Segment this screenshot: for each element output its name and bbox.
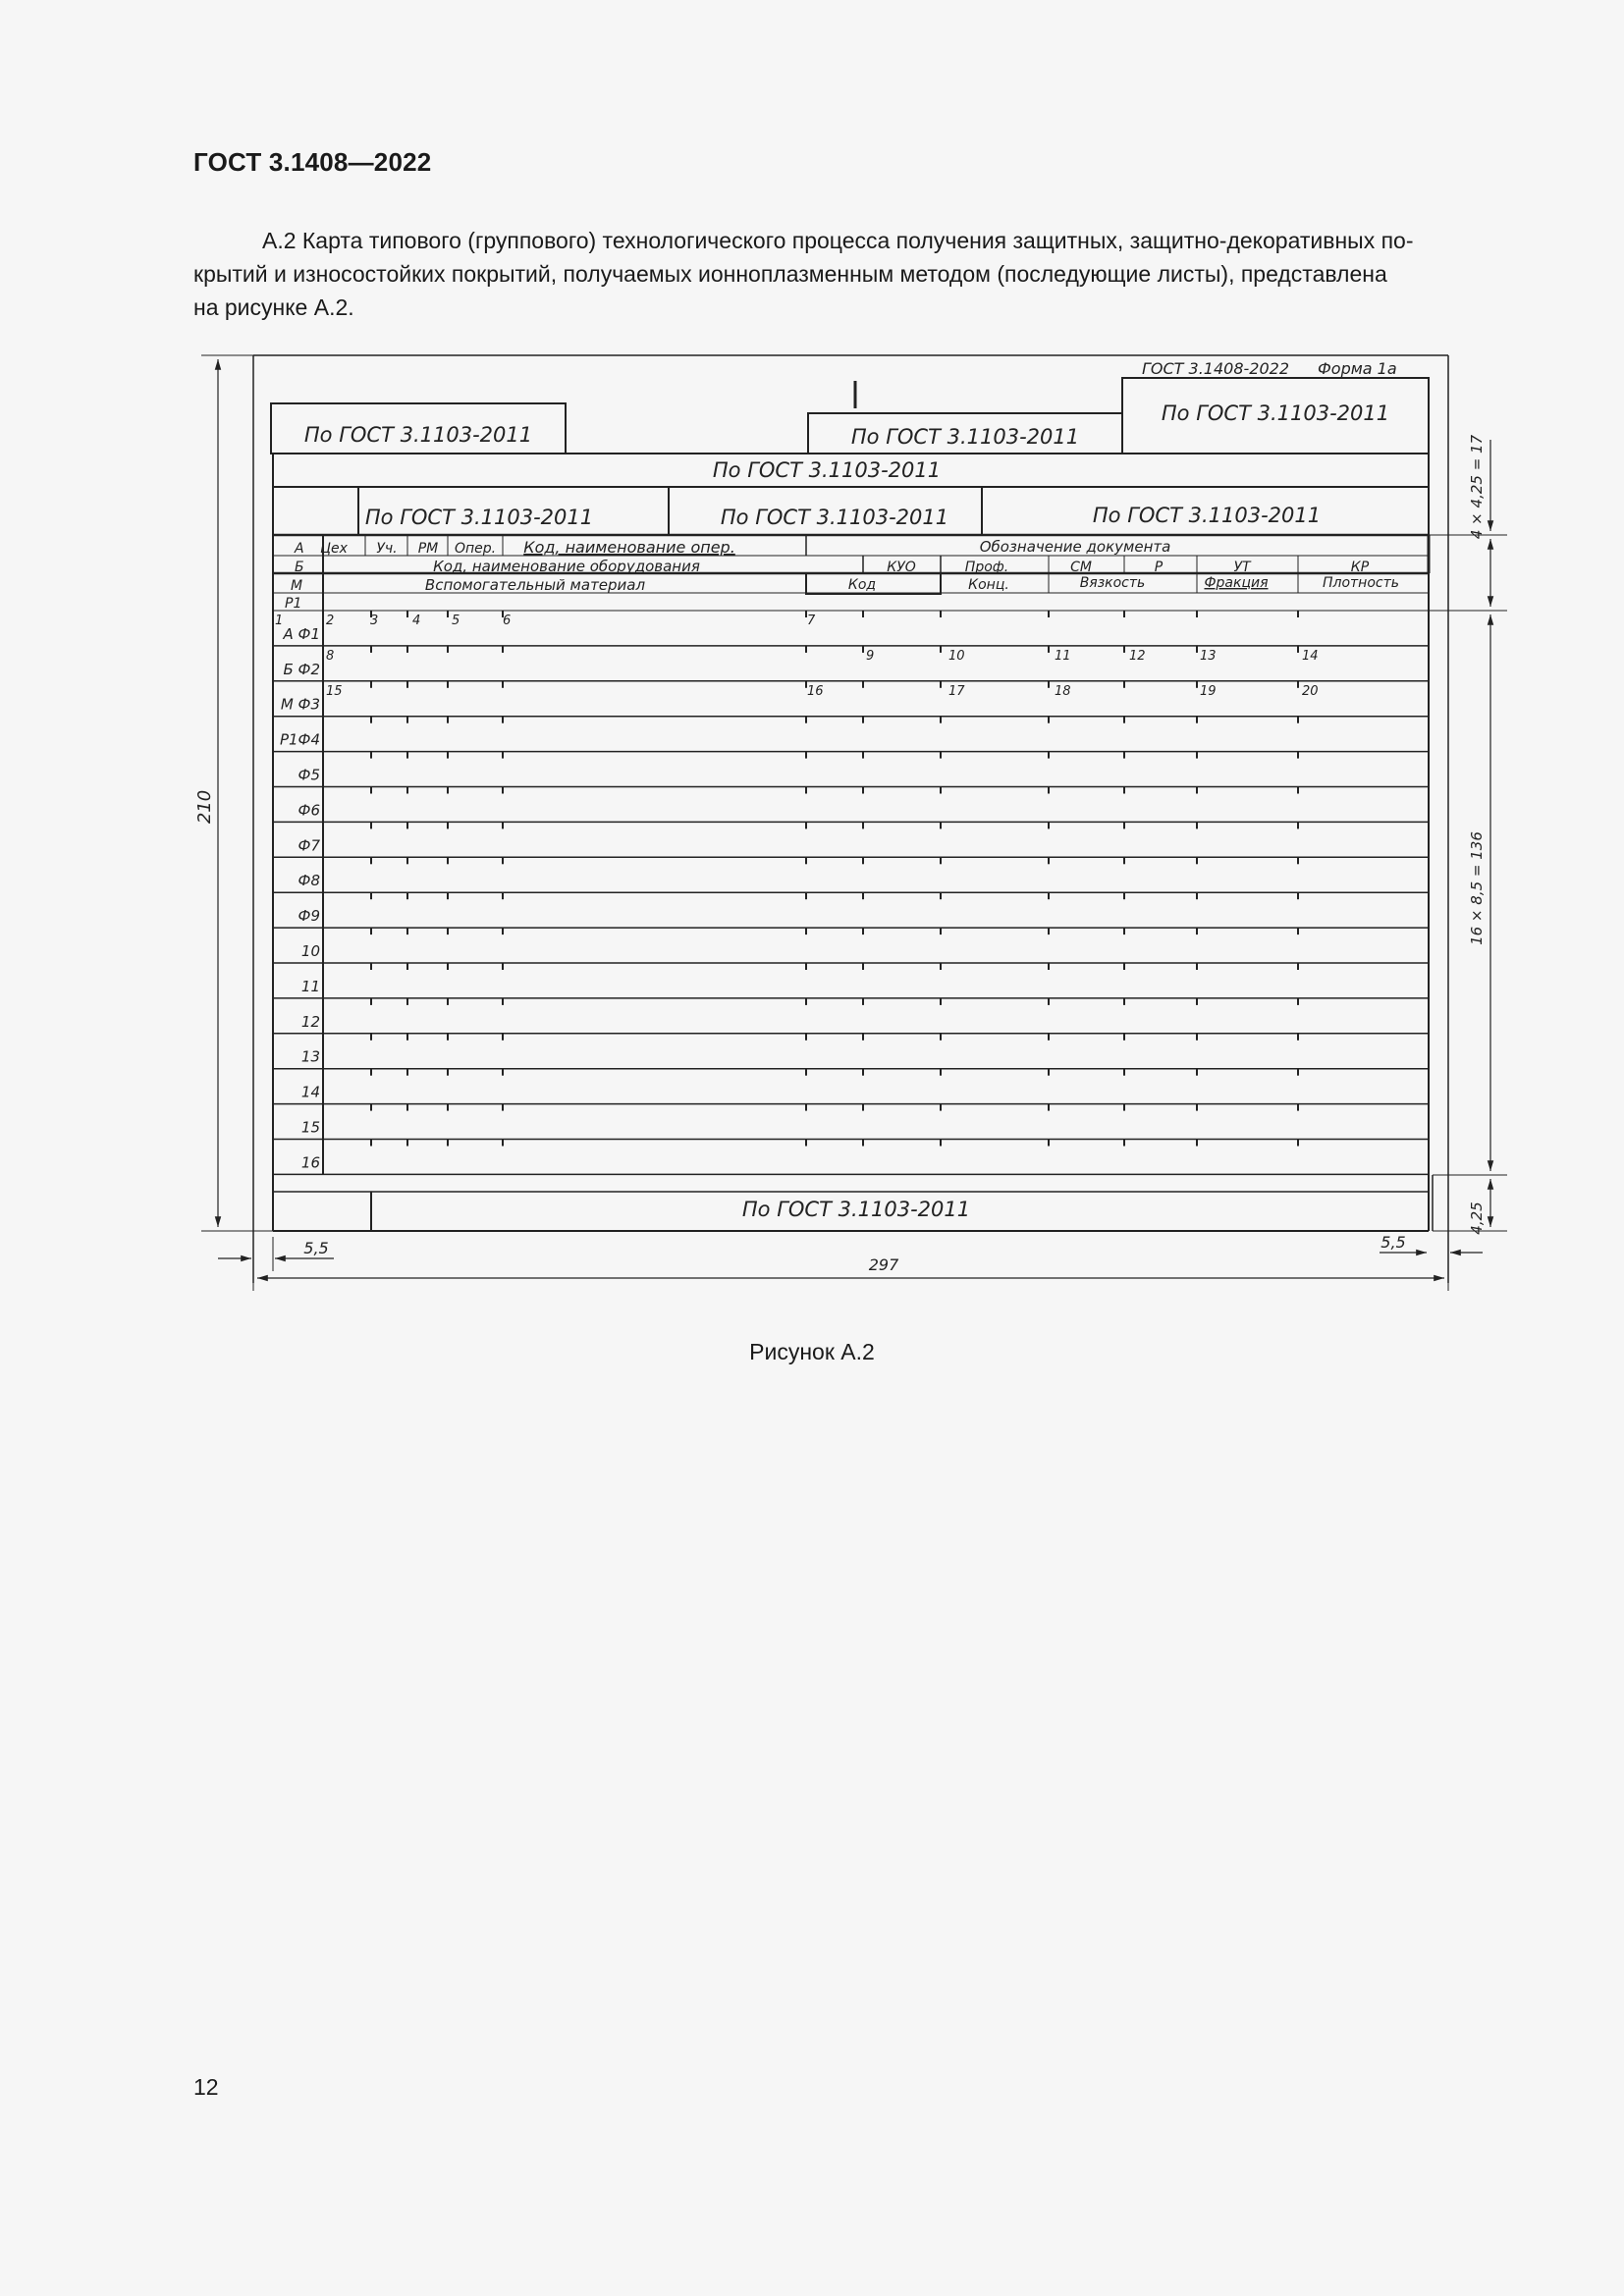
sheet-outline: [253, 355, 1448, 1283]
intro-line: А.2 Карта типового (группового) технологического процесса получения защитных, защитно-декоративных по-: [262, 228, 1414, 253]
row-prefix-m: М: [291, 578, 303, 594]
row-label: Ф7: [298, 836, 320, 855]
row-label: 16: [300, 1153, 320, 1172]
column-number: 10: [948, 648, 965, 664]
col-fraction: Фракция: [1204, 575, 1269, 591]
col-document-designation: Обозначение документа: [979, 538, 1171, 556]
column-number: 6: [503, 614, 512, 628]
per-gost-label: По ГОСТ 3.1103-2011: [303, 423, 533, 447]
per-gost-label: По ГОСТ 3.1103-2011: [741, 1198, 971, 1221]
col-equipment-code: Код, наименование оборудования: [433, 558, 700, 575]
corner-standard: ГОСТ 3.1408-2022: [1142, 359, 1290, 378]
intro-line: на рисунке А.2.: [193, 294, 354, 320]
dim-bottom-block: 4,25: [1468, 1201, 1486, 1235]
col-profession: Проф.: [964, 560, 1009, 575]
col-workplace: РМ: [417, 541, 439, 557]
col-workshop: Цех: [320, 541, 348, 557]
per-gost-label: По ГОСТ 3.1103-2011: [850, 425, 1080, 449]
row-label: Ф9: [298, 907, 320, 926]
row-first-prefix: 1: [275, 614, 284, 628]
row-label: 13: [300, 1047, 320, 1066]
row-label: Р1Ф4: [279, 730, 320, 749]
col-kr: КР: [1350, 560, 1370, 575]
column-number: 19: [1200, 683, 1217, 699]
column-number: 8: [326, 648, 335, 664]
column-number: 18: [1055, 683, 1071, 699]
dim-width: 297: [868, 1255, 899, 1274]
column-number: 7: [807, 614, 816, 628]
intro-line: крытий и износостойких покрытий, получаемых ионноплазменным методом (последующие листы), представлена: [193, 261, 1387, 287]
column-number: 20: [1302, 683, 1319, 699]
row-label: 10: [300, 942, 320, 960]
column-number: 17: [948, 683, 965, 699]
row-label: Ф8: [298, 872, 320, 890]
row-prefix-p1: Р1: [285, 596, 302, 612]
row-label: А Ф1: [283, 624, 320, 643]
row-label: 15: [300, 1118, 320, 1137]
form-label: Форма 1а: [1318, 359, 1397, 378]
col-r: Р: [1154, 560, 1164, 575]
column-number: 13: [1200, 648, 1217, 664]
column-number: 11: [1055, 648, 1071, 664]
dim-top-block: 4 × 4,25 = 17: [1468, 434, 1486, 540]
row-label: Ф5: [298, 766, 320, 784]
row-label: 12: [300, 1012, 320, 1031]
row-label: 11: [300, 977, 320, 995]
column-number: 9: [866, 648, 875, 664]
row-prefix-b: Б: [295, 560, 304, 575]
document-header: ГОСТ 3.1408—2022: [193, 147, 432, 177]
row-label: Ф6: [298, 801, 320, 820]
dim-left-margin: 5,5: [303, 1239, 329, 1257]
col-section: Уч.: [376, 541, 398, 557]
per-gost-label: По ГОСТ 3.1103-2011: [712, 458, 942, 482]
col-operation-code: Код, наименование опер.: [523, 538, 735, 557]
col-concentration: Конц.: [968, 577, 1009, 593]
per-gost-label: По ГОСТ 3.1103-2011: [1092, 504, 1322, 527]
column-number: 14: [1302, 648, 1319, 664]
column-number: 16: [807, 683, 824, 699]
col-sm: СМ: [1070, 560, 1092, 575]
dim-right-margin: 5,5: [1380, 1233, 1406, 1252]
dim-height: 210: [194, 789, 215, 825]
row-prefix-a: А: [295, 541, 304, 557]
dimension-lines: [201, 355, 1507, 1291]
column-number: 15: [326, 683, 343, 699]
per-gost-label: По ГОСТ 3.1103-2011: [364, 506, 594, 529]
col-viscosity: Вязкость: [1079, 575, 1146, 591]
row-label: 14: [300, 1083, 320, 1101]
column-number: 2: [326, 614, 335, 628]
col-auxiliary-material: Вспомогательный материал: [424, 576, 646, 594]
row-label: М Ф3: [280, 695, 320, 714]
per-gost-label: По ГОСТ 3.1103-2011: [1161, 401, 1390, 425]
figure-caption: Рисунок А.2: [749, 1339, 875, 1364]
body-rows: [273, 611, 1429, 1174]
column-number: 12: [1129, 648, 1146, 664]
column-number: 3: [370, 614, 379, 628]
col-kuo: КУО: [887, 560, 916, 575]
col-code: Код: [847, 577, 877, 593]
column-number: 5: [452, 614, 460, 628]
per-gost-label: По ГОСТ 3.1103-2011: [720, 506, 949, 529]
col-operation: Опер.: [454, 541, 497, 557]
dim-body-block: 16 × 8,5 = 136: [1468, 831, 1486, 945]
col-density: Плотность: [1322, 575, 1400, 591]
col-ut: УТ: [1233, 560, 1251, 575]
column-number: 4: [412, 614, 421, 628]
page-number: 12: [193, 2074, 219, 2100]
row-label: Б Ф2: [283, 660, 320, 678]
